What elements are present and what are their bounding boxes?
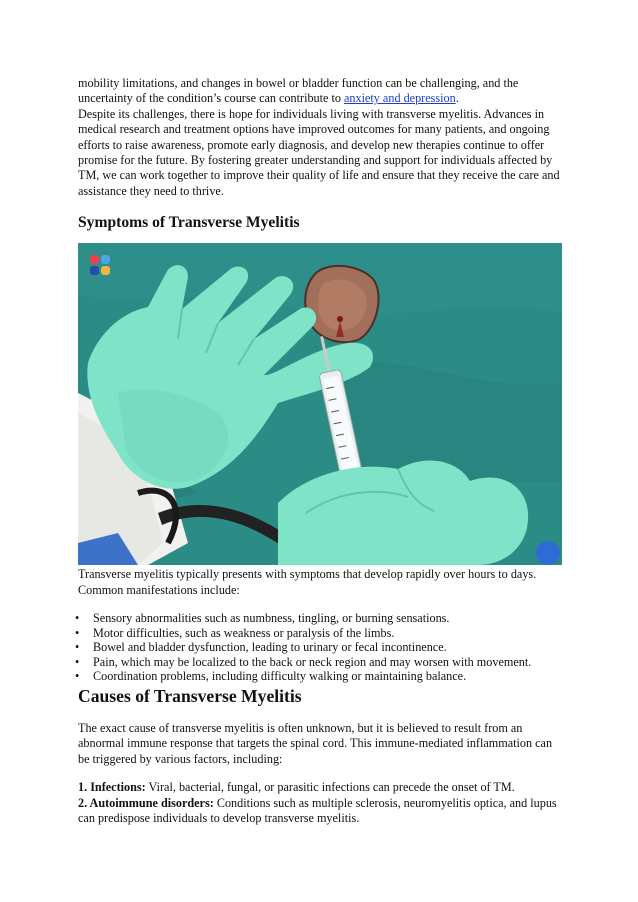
list-item: • Pain, which may be localized to the back or neck region and may worsen with movement. <box>78 655 562 670</box>
anxiety-depression-link[interactable]: anxiety and depression <box>344 91 456 106</box>
brand-logo <box>88 253 118 283</box>
cause-text: Conditions such as multiple sclerosis, neuromyelitis optica, and lupus can predispose individuals to develop transverse myelitis. <box>78 795 557 826</box>
cause-text: Viral, bacterial, fungal, or parasitic infections can precede the onset of TM. <box>145 780 515 795</box>
causes-heading: Causes of Transverse Myelitis <box>78 686 302 707</box>
symptoms-heading: Symptoms of Transverse Myelitis <box>78 214 300 232</box>
list-item: • Motor difficulties, such as weakness or paralysis of the limbs. <box>78 626 562 641</box>
list-item: • Sensory abnormalities such as numbness, tingling, or burning sensations. <box>78 611 562 626</box>
symptoms-list <box>78 611 562 684</box>
cause-label: 1. Infections: <box>78 780 146 795</box>
list-item: • Coordination problems, including difficulty walking or maintaining balance. <box>78 669 562 684</box>
list-item: • Bowel and bladder dysfunction, leading to urinary or fecal incontinence. <box>78 640 562 655</box>
injection-illustration <box>78 243 562 565</box>
cause-label: 2. Autoimmune disorders: <box>78 795 214 810</box>
cause-item-infections <box>78 780 562 795</box>
cause-item-autoimmune <box>78 796 562 827</box>
symptoms-intro: Transverse myelitis typically presents with symptoms that develop rapidly over hours to days. Common manifestations include: <box>78 567 537 597</box>
intro-line-2: uncertainty of the condition’s course can contribute to <box>78 91 345 106</box>
intro-line-1: mobility limitations, and changes in bowel or bladder function can be challenging, and the <box>78 76 519 90</box>
intro-line-2-end: . <box>455 91 459 106</box>
intro-paragraph-2: Despite its challenges, there is hope for individuals living with transverse myelitis. Advances in medical research and treatment options have improved outcomes for many patients, and ongoing efforts to raise awareness, promote early diagnosis, and develop new therapies continue to offer promise for the future. By fostering greater understanding and support for individuals affected by TM, we can work together to improve their quality of life and ensure that they receive the care and assistance they need to thrive. <box>78 106 560 198</box>
causes-intro: The exact cause of transverse myelitis is often unknown, but it is believed to result from an abnormal immune response that targets the spinal cord. This immune-mediated inflammation can be triggered by various factors, including: <box>78 721 553 766</box>
document-page <box>78 76 562 826</box>
injection-photo <box>78 243 562 565</box>
intro-paragraph-1 <box>78 76 562 107</box>
